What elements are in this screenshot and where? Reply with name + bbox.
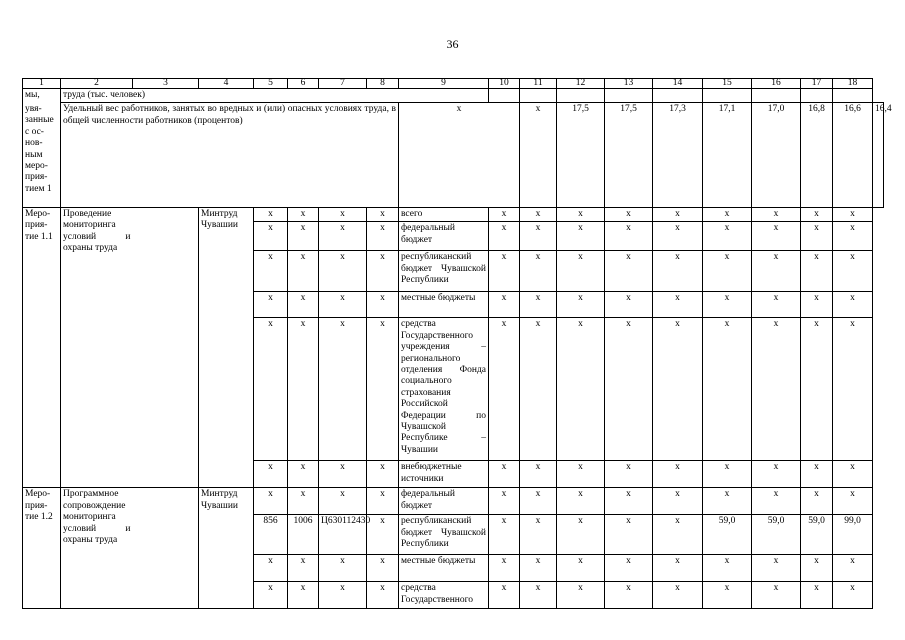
program-table bbox=[22, 78, 892, 609]
value-cell: x bbox=[801, 207, 833, 221]
column-number: 13 bbox=[605, 79, 653, 89]
table-row bbox=[23, 488, 884, 515]
value-cell: x bbox=[520, 555, 557, 582]
column-number: 6 bbox=[288, 79, 319, 89]
value-cell: x bbox=[557, 207, 605, 221]
value-cell: 16,6 bbox=[833, 103, 873, 208]
value-cell: x bbox=[653, 515, 703, 555]
column-number: 10 bbox=[489, 79, 520, 89]
row-label: увя- занные с ос- нов- ным меро- прия- тием 1 bbox=[23, 103, 61, 208]
value-cell: 59,0 bbox=[703, 515, 752, 555]
value-cell: x bbox=[557, 251, 605, 292]
value-cell: x bbox=[752, 461, 801, 488]
value-cell: x bbox=[605, 222, 653, 251]
value-cell: x bbox=[801, 555, 833, 582]
value-cell: x bbox=[752, 222, 801, 251]
code-cell: x bbox=[367, 251, 399, 292]
code-cell: x bbox=[288, 207, 319, 221]
code-cell: x bbox=[367, 207, 399, 221]
value-cell: x bbox=[801, 292, 833, 318]
value-cell: x bbox=[833, 555, 873, 582]
value-cell: x bbox=[833, 318, 873, 461]
value-cell: x bbox=[833, 461, 873, 488]
value-cell: x bbox=[703, 251, 752, 292]
code-cell: x bbox=[319, 251, 367, 292]
value-cell: x bbox=[605, 207, 653, 221]
value-cell: x bbox=[489, 461, 520, 488]
value-cell: 17,5 bbox=[557, 103, 605, 208]
value-cell: x bbox=[520, 582, 557, 609]
empty-cell bbox=[703, 89, 752, 103]
empty-cell bbox=[605, 89, 653, 103]
value-cell: x bbox=[801, 488, 833, 515]
column-number: 3 bbox=[133, 79, 199, 89]
table-row bbox=[23, 103, 884, 208]
value-cell: x bbox=[489, 515, 520, 555]
column-number: 16 bbox=[752, 79, 801, 89]
value-cell: x bbox=[489, 555, 520, 582]
value-cell: x bbox=[520, 461, 557, 488]
page-number: 36 bbox=[446, 37, 459, 51]
value-cell: x bbox=[557, 488, 605, 515]
table-body bbox=[23, 78, 892, 609]
empty-cell bbox=[133, 207, 199, 487]
value-cell: x bbox=[520, 207, 557, 221]
value-cell: x bbox=[520, 251, 557, 292]
value-cell: x bbox=[489, 488, 520, 515]
value-cell: x bbox=[605, 582, 653, 609]
empty-cell bbox=[520, 89, 557, 103]
value-cell: x bbox=[833, 582, 873, 609]
value-cell: x bbox=[703, 207, 752, 221]
value-cell: x bbox=[703, 222, 752, 251]
funding-source: внебюджетные источники bbox=[399, 461, 489, 488]
empty-cell bbox=[653, 89, 703, 103]
column-number: 15 bbox=[703, 79, 752, 89]
empty-cell bbox=[133, 488, 199, 609]
code-cell: x bbox=[254, 292, 288, 318]
value-cell: x bbox=[489, 207, 520, 221]
column-number: 8 bbox=[367, 79, 399, 89]
value-cell: 17,1 bbox=[703, 103, 752, 208]
value-cell: x bbox=[557, 515, 605, 555]
funding-source: республиканский бюджет Чувашской Республики bbox=[399, 251, 489, 292]
value-cell: x bbox=[752, 555, 801, 582]
value-cell: x bbox=[752, 251, 801, 292]
code-cell: x bbox=[319, 555, 367, 582]
value-cell: x bbox=[557, 461, 605, 488]
value-cell: x bbox=[801, 251, 833, 292]
table-row bbox=[23, 89, 884, 103]
column-number: 2 bbox=[61, 79, 133, 89]
funding-source: местные бюджеты bbox=[399, 292, 489, 318]
value-cell: 17,5 bbox=[605, 103, 653, 208]
empty-cell bbox=[557, 89, 605, 103]
event-title: Проведение мониторинга условий и охраны труда bbox=[61, 207, 133, 487]
code-cell: x bbox=[367, 555, 399, 582]
empty-cell bbox=[833, 89, 873, 103]
column-number: 4 bbox=[199, 79, 254, 89]
value-cell: x bbox=[703, 555, 752, 582]
value-cell: x bbox=[489, 251, 520, 292]
value-cell: x bbox=[489, 222, 520, 251]
code-cell: 1006 bbox=[288, 515, 319, 555]
event-number: Меро- прия- тие 1.1 bbox=[23, 207, 61, 487]
funding-source: федеральный бюджет bbox=[399, 488, 489, 515]
code-cell: x bbox=[288, 488, 319, 515]
value-cell: x bbox=[489, 318, 520, 461]
empty-cell bbox=[752, 89, 801, 103]
column-number: 5 bbox=[254, 79, 288, 89]
code-cell: 856 bbox=[254, 515, 288, 555]
code-cell: x bbox=[254, 461, 288, 488]
funding-source: всего bbox=[399, 207, 489, 221]
code-cell: x bbox=[367, 582, 399, 609]
value-cell: x bbox=[703, 461, 752, 488]
code-cell: x bbox=[319, 461, 367, 488]
funding-source: средства Государственного bbox=[399, 582, 489, 609]
column-number: 17 bbox=[801, 79, 833, 89]
code-cell: x bbox=[288, 555, 319, 582]
code-cell: x bbox=[288, 318, 319, 461]
value-cell: x bbox=[489, 582, 520, 609]
value-cell: x bbox=[520, 222, 557, 251]
code-cell: x bbox=[367, 318, 399, 461]
code-cell: x bbox=[254, 488, 288, 515]
value-cell: x bbox=[833, 222, 873, 251]
indicator-text: Удельный вес работников, занятых во вредных и (или) опасных условиях труда, в общей численности работников (процентов) bbox=[61, 103, 399, 208]
value-cell: x bbox=[833, 207, 873, 221]
value-cell: x bbox=[833, 251, 873, 292]
value-cell: x bbox=[605, 318, 653, 461]
value-cell: x bbox=[752, 582, 801, 609]
value-cell: x bbox=[399, 103, 520, 208]
column-number: 18 bbox=[833, 79, 873, 89]
column-number: 1 bbox=[23, 79, 61, 89]
code-cell: x bbox=[319, 318, 367, 461]
code-cell: x bbox=[254, 582, 288, 609]
code-cell: x bbox=[367, 461, 399, 488]
indicator-text: труда (тыс. человек) bbox=[61, 89, 489, 103]
event-title: Программное сопровождение мониторинга условий и охраны труда bbox=[61, 488, 133, 609]
value-cell: x bbox=[752, 318, 801, 461]
code-cell: x bbox=[288, 461, 319, 488]
code-cell: x bbox=[319, 582, 367, 609]
column-number: 7 bbox=[319, 79, 367, 89]
value-cell: x bbox=[520, 488, 557, 515]
funding-source: местные бюджеты bbox=[399, 555, 489, 582]
value-cell: 99,0 bbox=[833, 515, 873, 555]
value-cell: x bbox=[752, 207, 801, 221]
value-cell: x bbox=[752, 292, 801, 318]
empty-cell bbox=[801, 89, 833, 103]
value-cell: x bbox=[557, 582, 605, 609]
value-cell: 17,3 bbox=[653, 103, 703, 208]
code-cell: x bbox=[288, 582, 319, 609]
value-cell: x bbox=[703, 318, 752, 461]
value-cell: 16,4 bbox=[873, 103, 884, 208]
value-cell: x bbox=[653, 207, 703, 221]
value-cell: x bbox=[801, 582, 833, 609]
funding-source: республиканский бюджет Чувашской Республики bbox=[399, 515, 489, 555]
value-cell: x bbox=[520, 103, 557, 208]
empty-cell bbox=[489, 89, 520, 103]
event-executor: Минтруд Чувашии bbox=[199, 207, 254, 487]
value-cell: x bbox=[703, 488, 752, 515]
value-cell: x bbox=[801, 461, 833, 488]
value-cell: x bbox=[653, 461, 703, 488]
code-cell: x bbox=[288, 222, 319, 251]
funding-source: средства Государственного учреждения – регионального отделения Фонда социального страхования Российской Федерации по Чувашской Республике – Чувашии bbox=[399, 318, 489, 461]
code-cell: x bbox=[319, 222, 367, 251]
event-number: Меро- прия- тие 1.2 bbox=[23, 488, 61, 609]
code-cell: x bbox=[254, 555, 288, 582]
column-number: 14 bbox=[653, 79, 703, 89]
value-cell: x bbox=[605, 251, 653, 292]
code-cell: x bbox=[367, 515, 399, 555]
value-cell: 16,8 bbox=[801, 103, 833, 208]
value-cell: x bbox=[703, 292, 752, 318]
value-cell: x bbox=[605, 461, 653, 488]
value-cell: x bbox=[653, 488, 703, 515]
value-cell: x bbox=[489, 292, 520, 318]
funding-source: федеральный бюджет bbox=[399, 222, 489, 251]
value-cell: x bbox=[703, 582, 752, 609]
value-cell: x bbox=[653, 555, 703, 582]
value-cell: x bbox=[520, 515, 557, 555]
code-cell: x bbox=[288, 292, 319, 318]
code-cell: x bbox=[367, 488, 399, 515]
header-row bbox=[23, 79, 884, 89]
value-cell: x bbox=[557, 292, 605, 318]
row-label: мы, bbox=[23, 89, 61, 103]
value-cell: x bbox=[557, 222, 605, 251]
code-cell: x bbox=[254, 207, 288, 221]
code-cell: x bbox=[319, 207, 367, 221]
value-cell: x bbox=[653, 318, 703, 461]
value-cell: x bbox=[520, 292, 557, 318]
value-cell: 59,0 bbox=[801, 515, 833, 555]
event-executor: Минтруд Чувашии bbox=[199, 488, 254, 609]
value-cell: x bbox=[752, 488, 801, 515]
table-row bbox=[23, 207, 884, 221]
value-cell: x bbox=[557, 555, 605, 582]
column-number: 11 bbox=[520, 79, 557, 89]
value-cell: x bbox=[605, 515, 653, 555]
code-cell: x bbox=[319, 488, 367, 515]
value-cell: x bbox=[653, 251, 703, 292]
code-cell: Ц630112430 bbox=[319, 515, 367, 555]
code-cell: x bbox=[367, 222, 399, 251]
code-cell: x bbox=[254, 251, 288, 292]
code-cell: x bbox=[288, 251, 319, 292]
value-cell: x bbox=[801, 222, 833, 251]
code-cell: x bbox=[254, 318, 288, 461]
column-number: 9 bbox=[399, 79, 489, 89]
value-cell: 17,0 bbox=[752, 103, 801, 208]
value-cell: 59,0 bbox=[752, 515, 801, 555]
code-cell: x bbox=[254, 222, 288, 251]
value-cell: x bbox=[653, 292, 703, 318]
value-cell: x bbox=[653, 222, 703, 251]
value-cell: x bbox=[801, 318, 833, 461]
value-cell: x bbox=[833, 488, 873, 515]
code-cell: x bbox=[367, 292, 399, 318]
value-cell: x bbox=[557, 318, 605, 461]
value-cell: x bbox=[605, 555, 653, 582]
value-cell: x bbox=[653, 582, 703, 609]
value-cell: x bbox=[605, 292, 653, 318]
value-cell: x bbox=[605, 488, 653, 515]
value-cell: x bbox=[520, 318, 557, 461]
code-cell: x bbox=[319, 292, 367, 318]
column-number: 12 bbox=[557, 79, 605, 89]
value-cell: x bbox=[833, 292, 873, 318]
